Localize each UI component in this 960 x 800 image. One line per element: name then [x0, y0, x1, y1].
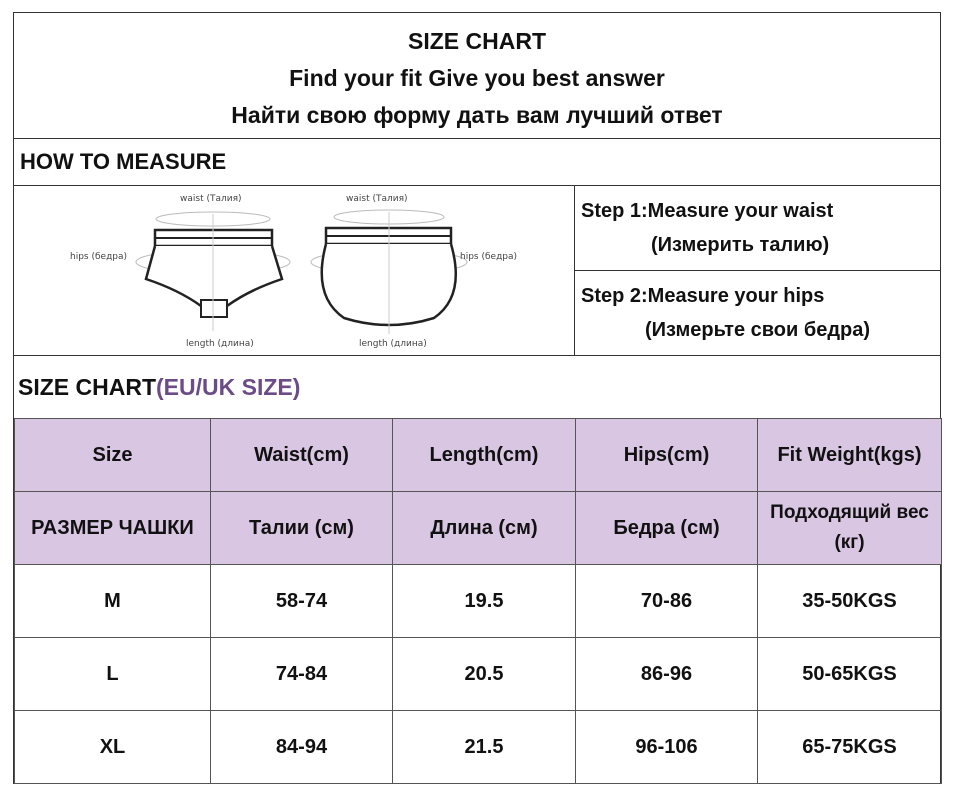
table-row — [15, 565, 942, 638]
waist-cell: 74-84 — [211, 638, 393, 711]
size-chart-title — [18, 374, 300, 401]
front-brief-drawing — [70, 194, 290, 349]
step-1-cell — [575, 186, 941, 271]
hips-cell: 96-106 — [576, 711, 758, 784]
size-table — [14, 418, 942, 784]
size-chart-frame — [13, 12, 941, 784]
size-chart-title-bar — [14, 356, 940, 418]
header-cell: Waist(cm) — [211, 419, 393, 492]
weight-cell: 50-65KGS — [758, 638, 942, 711]
step-1-text: Step 1:Measure your waist — [581, 200, 834, 222]
waist-cell: 84-94 — [211, 711, 393, 784]
how-to-measure-bar — [14, 139, 940, 186]
waist-cell: 58-74 — [211, 565, 393, 638]
size-cell: M — [15, 565, 211, 638]
header-cell: Талии (см) — [211, 492, 393, 565]
how-to-measure-title: HOW TO MEASURE — [20, 149, 227, 174]
hips-cell: 86-96 — [576, 638, 758, 711]
measure-section — [14, 186, 940, 356]
header-cell: Длина (см) — [393, 492, 576, 565]
size-cell: XL — [15, 711, 211, 784]
header-cell: Size — [15, 419, 211, 492]
diagram-label-length-back: length (длина) — [359, 339, 427, 349]
measurement-diagram — [14, 186, 575, 356]
header-cell: Бедра (см) — [576, 492, 758, 565]
diagram-label-waist-front: waist (Талия) — [180, 194, 242, 204]
page-title: SIZE CHART — [408, 28, 546, 54]
header-cell: Length(cm) — [393, 419, 576, 492]
step-2-text-ru: (Измерьте свои бедра) — [645, 319, 871, 341]
header-cell: Hips(cm) — [576, 419, 758, 492]
length-cell: 21.5 — [393, 711, 576, 784]
diagram-label-waist-back: waist (Талия) — [346, 194, 408, 204]
table-header-row-ru — [15, 492, 942, 565]
subtitle-en: Find your fit Give you best answer — [289, 65, 665, 91]
weight-cell: 65-75KGS — [758, 711, 942, 784]
diagram-label-hips-back: hips (бедра) — [460, 252, 518, 262]
back-brief-drawing — [311, 194, 517, 349]
weight-cell: 35-50KGS — [758, 565, 942, 638]
header-cell: Подходящий вес (кг) — [758, 492, 942, 565]
step-2-cell — [575, 271, 941, 356]
step-1-text-ru: (Измерить талию) — [651, 234, 830, 256]
header-section — [14, 13, 940, 139]
length-cell: 19.5 — [393, 565, 576, 638]
step-2-text: Step 2:Measure your hips — [581, 285, 825, 307]
table-row — [15, 711, 942, 784]
diagram-label-length-front: length (длина) — [186, 339, 254, 349]
table-header-row-en — [15, 419, 942, 492]
header-cell: РАЗМЕР ЧАШКИ — [15, 492, 211, 565]
subtitle-ru: Найти свою форму дать вам лучший ответ — [231, 102, 723, 128]
table-row — [15, 638, 942, 711]
underwear-diagram-icon — [14, 186, 574, 356]
size-chart-title-main: SIZE CHART — [18, 374, 156, 400]
size-chart-title-paren: (EU/UK SIZE) — [156, 374, 301, 400]
diagram-label-hips-front: hips (бедра) — [70, 252, 128, 262]
header-cell: Fit Weight(kgs) — [758, 419, 942, 492]
hips-cell: 70-86 — [576, 565, 758, 638]
size-cell: L — [15, 638, 211, 711]
length-cell: 20.5 — [393, 638, 576, 711]
